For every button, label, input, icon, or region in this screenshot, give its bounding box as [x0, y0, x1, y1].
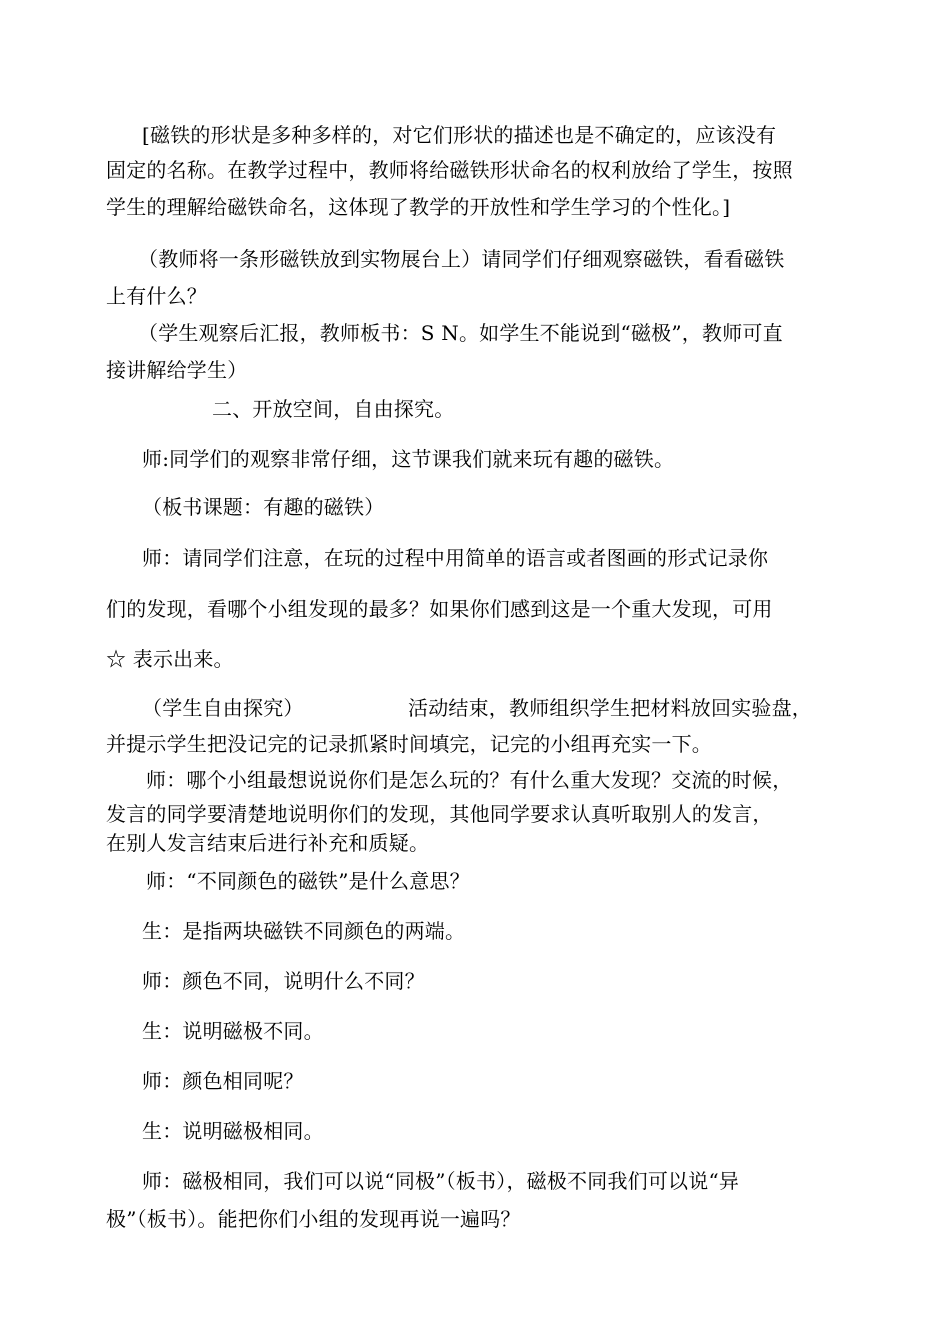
text-line: 在别人发言结束后进行补充和质疑。 — [106, 831, 430, 855]
text-line: 固定的名称。在教学过程中，教师将给磁铁形状命名的权利放给了学生，按照 — [106, 158, 793, 182]
text-line: 生：说明磁极相同。 — [142, 1119, 324, 1143]
text-line: 发言的同学要清楚地说明你们的发现，其他同学要求认真听取别人的发言， — [106, 802, 773, 826]
section-heading: 二、开放空间，自由探究。 — [212, 397, 455, 421]
text-line: 师：“不同颜色的磁铁”是什么意思？ — [146, 869, 470, 893]
text-line: 生：是指两块磁铁不同颜色的两端。 — [142, 919, 466, 943]
text-line: 师：磁极相同，我们可以说“同极”（板书），磁极不同我们可以说“异 — [142, 1169, 740, 1193]
text-line: 并提示学生把没记完的记录抓紧时间填完，记完的小组再充实一下。 — [106, 732, 712, 756]
text-line: （学生自由探究） — [142, 696, 304, 720]
text-line: 师：哪个小组最想说说你们是怎么玩的？有什么重大发现？交流的时候， — [146, 768, 793, 792]
text-line: ☆ 表示出来。 — [106, 647, 234, 671]
text-line: [磁铁的形状是多种多样的，对它们形状的描述也是不确定的，应该没有 — [142, 123, 777, 147]
text-line: 学生的理解给磁铁命名，这体现了教学的开放性和学生学习的个性化。] — [106, 195, 731, 219]
text-line: 活动结束，教师组织学生把材料放回实验盘， — [408, 696, 812, 720]
text-line: 上有什么？ — [106, 284, 207, 308]
text-line: 接讲解给学生） — [106, 358, 248, 382]
text-line: 师：颜色相同呢？ — [142, 1069, 304, 1093]
text-line: 生：说明磁极不同。 — [142, 1019, 324, 1043]
text-line: 师：请同学们注意，在玩的过程中用简单的语言或者图画的形式记录你 — [142, 546, 769, 570]
text-line: 师：颜色不同，说明什么不同？ — [142, 969, 425, 993]
text-line: 师:同学们的观察非常仔细，这节课我们就来玩有趣的磁铁。 — [142, 447, 675, 471]
text-line: 们的发现，看哪个小组发现的最多？如果你们感到这是一个重大发现，可用 — [106, 597, 773, 621]
text-line: （教师将一条形磁铁放到实物展台上）请同学们仔细观察磁铁，看看磁铁 — [138, 247, 785, 271]
text-line: （板书课题：有趣的磁铁） — [142, 495, 385, 519]
text-line: （学生观察后汇报，教师板书：S N。如学生不能说到“磁极”，教师可直 — [138, 321, 783, 345]
text-line: 极”（板书）。能把你们小组的发现再说一遍吗？ — [106, 1207, 521, 1231]
